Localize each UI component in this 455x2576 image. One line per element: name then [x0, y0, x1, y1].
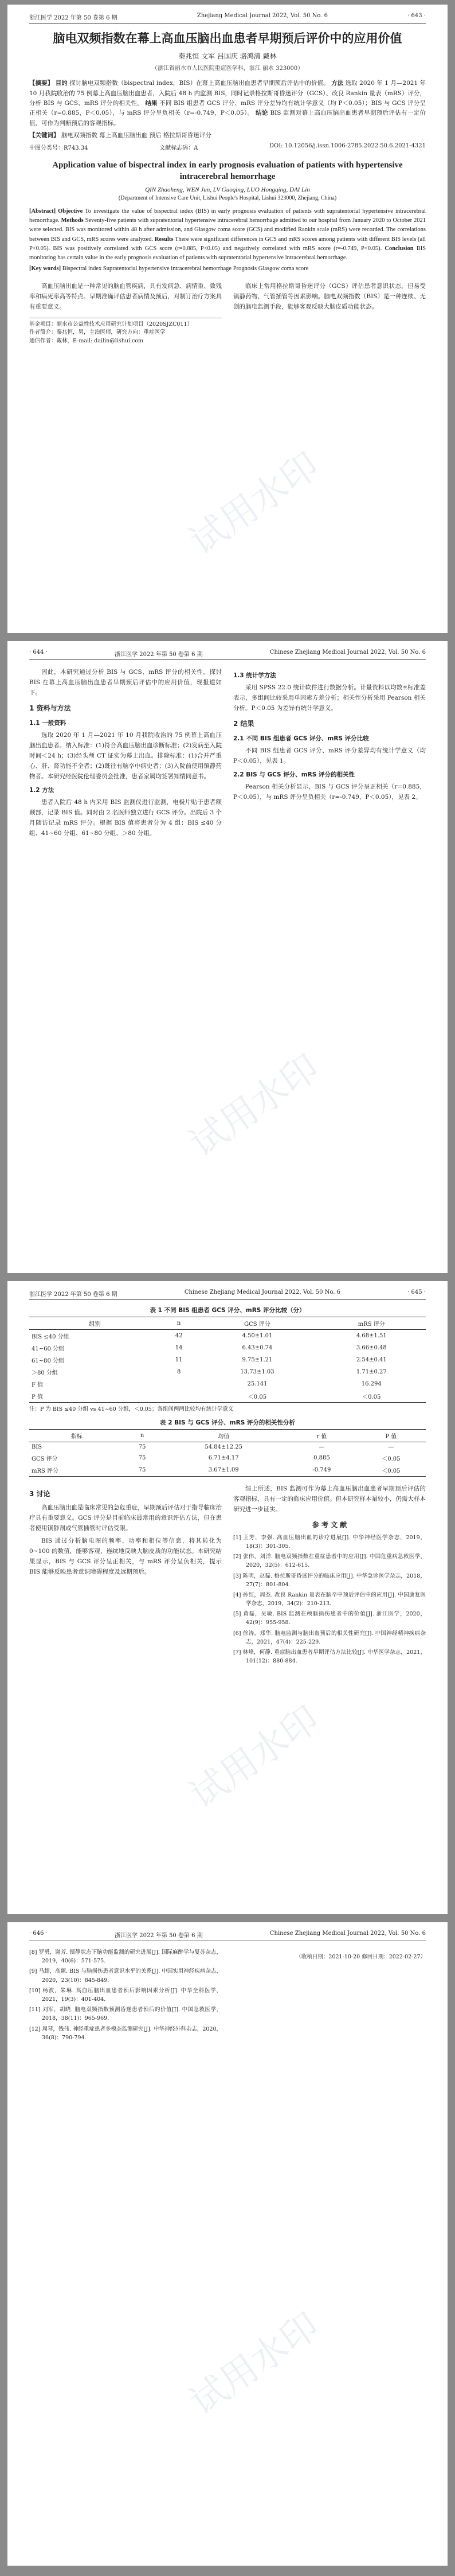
table-cell: 75 — [124, 1464, 160, 1477]
footnote-fund: 基金项目：丽水市公益性技术应用研究计划项目（2020SJZC011） — [29, 321, 193, 327]
journal-issue: 浙江医学 2022 年第 50 卷第 6 期 — [29, 1291, 117, 1298]
column-left — [29, 667, 222, 841]
table-row — [29, 1366, 426, 1378]
journal-issue: 浙江医学 2022 年第 50 卷第 6 期 — [115, 1933, 203, 1939]
article-meta — [29, 143, 426, 151]
table-header-cell: P 值 — [356, 1430, 426, 1442]
table-header-cell: mRS 评分 — [317, 1317, 426, 1330]
section-heading: 1 资料与方法 — [29, 704, 71, 713]
table-cell: 0.885 — [313, 1455, 330, 1461]
table-cell: 16.294 — [361, 1381, 382, 1387]
article-title-cn: 脑电双频指数在幕上高血压脑出血患者早期预后评价中的应用价值 — [53, 32, 402, 45]
table-2 — [29, 1429, 426, 1477]
table-cell: 4.50±1.01 — [242, 1333, 273, 1339]
table-1-note: 注：P 为 BIS ≤40 分组 vs 41~60 分组，＜0.05；各组间两两比较均有统计学意义 — [29, 1406, 234, 1412]
body-columns — [29, 1948, 426, 2044]
discussion-paragraph: 综上所述，BIS 监测可作为幕上高血压脑出血患者早期预后评估的客观指标，具有一定的临床应用价值。但本研究样本量较小，仍需大样本研究进一步证实。 — [233, 1485, 426, 1513]
keywords-en-text: Bispectral index Supratentorial hypertensive intracerebral hemorrhage Prognosis Glasgow coma score — [62, 266, 309, 272]
column-left — [29, 1484, 222, 1667]
table-header-cell: GCS 评分 — [197, 1317, 317, 1330]
reference-item: [7] 林峰，何静. 重症脑出血患者早期评估方法比较[J]. 中华医学杂志，2021，101(12)：880-884. — [233, 1649, 426, 1665]
authors-en: QIN Zhaoheng, WEN Jun, LV Guoqing, LUO Hongqing, DAI Lin — [145, 186, 310, 193]
watermark: 试用水印 — [182, 1047, 327, 1166]
conclusion-text: BIS 监测对幕上高血压脑出血患者早期预后评估有一定价值，可作为判断预后的客观指标。 — [29, 110, 426, 127]
body-paragraph: Pearson 相关分析显示，BIS 与 GCS 评分呈正相关（r=0.885，P＜0.05），与 mRS 评分呈负相关（r=-0.749，P＜0.05），见表 2。 — [233, 783, 426, 801]
table-cell: 3.66±0.48 — [356, 1345, 387, 1351]
discussion-paragraph: 高血压脑出血是临床常见的急危重症，早期预后评估对于指导临床治疗具有重要意义。GCS 评分是目前临床最常用的意识评估方法，但在患者使用镇静剂或气管插管时评估受限。 — [29, 1504, 222, 1532]
page-number: · 644 · — [29, 649, 48, 655]
abstract-label: 【摘要】 — [29, 80, 54, 87]
table-1-caption: 表 1 不同 BIS 组患者 GCS 评分、mRS 评分比较（分） — [150, 1307, 305, 1314]
journal-name-en: Chinese Zhejiang Medical Journal 2022, Vol. 50 No. 6 — [269, 649, 426, 655]
received-dates: （收稿日期：2021-10-20 修回日期：2022-02-27） — [296, 1954, 426, 1960]
table-cell: 11 — [175, 1357, 183, 1363]
subsection-heading: 1.3 统计学方法 — [233, 672, 276, 679]
body-paragraph: 选取 2020 年 1 月—2021 年 10 月我院收治的 75 例幕上高血压脑出血患者。纳入标准：(1)符合高血压脑出血诊断标准；(2)发病至入院时间＜24 h；(3)经头颅 CT 证实为幕上出血。排除标准：(1)合并严重心、肝、肾功能不全者；(2)既往有脑卒中病史者；(3)入院前使用镇静药物者。本研究经医院伦理委员会批准，患者家属均签署知情同意书。 — [29, 731, 222, 780]
table-cell: 1.71±0.27 — [356, 1369, 387, 1375]
table-cell: 8 — [176, 1369, 181, 1375]
clc-number: 中图分类号：R743.34 — [29, 145, 88, 152]
table-header-cell: 指标 — [29, 1430, 124, 1442]
running-header — [29, 649, 426, 660]
table-header-cell: 均值 — [160, 1430, 287, 1442]
intro-paragraph: 高血压脑出血是一种常见的脑血管疾病，具有发病急、病情重、致残率和病死率高等特点。早期准确评估患者病情及预后，对制订治疗方案具有重要意义。 — [29, 282, 222, 310]
journal-issue: 浙江医学 2022 年第 50 卷第 6 期 — [115, 651, 203, 658]
page-1 — [7, 5, 448, 633]
table-row — [29, 1390, 426, 1403]
column-right — [233, 1484, 426, 1667]
table-row — [29, 1342, 426, 1354]
methods-text: 选取 2020 年 1 月—2021 年 10 月我院收治的 75 例幕上高血压脑出血患者，入院后 48 h 内监测 BIS，同时记录格拉斯哥昏迷评分（GCS）、改良 Rankin 量表（mRS）评分，分析 BIS 与 GCS、mRS 评分的相关性。 — [29, 80, 426, 107]
table-header-cell: n — [124, 1430, 160, 1442]
table-cell: 9.75±1.21 — [242, 1357, 273, 1363]
discussion-paragraph: BIS 通过分析脑电图的频率、功率和相位等信息，将其转化为 0~100 的数值，能够客观、连续地反映大脑皮质的功能状态。本研究结果显示，BIS 与 GCS 评分呈正相关，与 mRS 评分呈负相关，提示 BIS 能够反映患者意识障碍程度及远期预后。 — [29, 1537, 222, 1575]
reference-item: [12] 周琴，钱伟. 神经重症患者多模态监测研究[J]. 中华神经外科杂志，2020，36(8)：790-794. — [29, 2025, 222, 2041]
abstract-en — [29, 207, 426, 263]
body-paragraph: 采用 SPSS 22.0 统计软件进行数据分析。计量资料以均数±标准差表示，多组间比较采用单因素方差分析；相关性分析采用 Pearson 相关分析。P＜0.05 为差异有统计学意义。 — [233, 684, 426, 712]
keywords-label: 【关键词】 — [29, 131, 60, 139]
journal-name-en: Chinese Zhejiang Medical Journal 2022, Vol. 50 No. 6 — [184, 1289, 340, 1295]
reference-item: [10] 杨波，朱琳. 高血压脑出血患者预后影响因素分析[J]. 中华全科医学，2021，19(3)：401-404. — [29, 1987, 222, 2003]
watermark: 试用水印 — [182, 2305, 327, 2424]
results-label: 结果 — [145, 99, 158, 107]
doc-code: 文献标志码：A — [159, 145, 198, 152]
reference-item: [3] 陈明，赵磊. 格拉斯哥昏迷评分的临床应用[J]. 中华急诊医学杂志，2018，27(7)：801-804. — [233, 1572, 426, 1588]
reference-item: [1] 王芳，李强. 高血压脑出血的诊疗进展[J]. 中华神经医学杂志，2019，18(3)：301-305. — [233, 1534, 426, 1549]
journal-name-en: Zhejiang Medical Journal 2022, Vol. 50 No. 6 — [197, 13, 328, 19]
page-4 — [7, 1922, 448, 2566]
subsection-heading: 1.2 方法 — [29, 787, 54, 794]
table-cell: 2.54±0.41 — [356, 1357, 387, 1363]
authors-cn: 秦兆恒 文军 吕国庆 骆鸿清 戴林 — [178, 52, 277, 61]
table-cell: mRS 评分 — [29, 1464, 124, 1477]
body-paragraph: 因此，本研究通过分析 BIS 与 GCS、mRS 评分的相关性，探讨 BIS 在幕上高血压脑出血患者早期预后评估中的应用价值，现报道如下。 — [29, 669, 222, 697]
table-cell: 25.141 — [247, 1381, 268, 1387]
table-cell: 61~80 分组 — [32, 1358, 65, 1364]
footnotes — [29, 318, 222, 346]
table-cell: ＜0.05 — [382, 1456, 401, 1462]
table-cell: 75 — [138, 1455, 146, 1461]
column-right — [233, 1948, 426, 2044]
results-en-label: Results — [154, 236, 174, 243]
table-cell: 6.43±0.74 — [242, 1345, 273, 1351]
table-1 — [29, 1317, 426, 1403]
section-heading: 2 结果 — [233, 720, 254, 728]
table-cell: ＞80 分组 — [32, 1370, 58, 1376]
conclusion-en-label: Conclusion — [385, 245, 414, 252]
table-cell: ＜0.05 — [317, 1390, 426, 1403]
table-cell: GCS 评分 — [32, 1456, 58, 1462]
table-cell: 75 — [138, 1444, 146, 1450]
table-cell: ＜0.05 — [356, 1464, 426, 1477]
table-row — [29, 1354, 426, 1366]
objective-text: 探讨脑电双频指数（bispectral index，BIS）在幕上高血压脑出血患者早期预后评估中的价值。 — [69, 80, 330, 87]
table-cell: 13.73±1.03 — [240, 1369, 274, 1375]
table-cell: BIS — [32, 1444, 42, 1450]
abstract-cn — [29, 79, 426, 128]
references-heading: 参 考 文 献 — [312, 1521, 347, 1529]
table-2-caption: 表 2 BIS 与 GCS 评分、mRS 评分的相关性分析 — [160, 1419, 295, 1426]
page-3 — [7, 1281, 448, 1914]
objective-en-label: Objective — [58, 208, 83, 214]
table-cell: 41~60 分组 — [32, 1346, 65, 1352]
column-right — [233, 281, 426, 346]
subsection-heading: 1.1 一般资料 — [29, 719, 66, 727]
reference-item: [2] 张伟，刘洋. 脑电双频指数在重症患者中的应用[J]. 中国危重病急救医学，2020，32(5)：612-615. — [233, 1554, 426, 1569]
intro-paragraph: 临床上常用格拉斯哥昏迷评分（GCS）评估患者意识状态，但易受镇静药物、气管插管等因素影响。脑电双频指数（BIS）是一种连续、无创的脑电监测手段，能够客观反映大脑皮质功能状态。 — [233, 282, 426, 310]
table-cell: ＜0.05 — [197, 1390, 317, 1403]
objective-label: 目的 — [55, 80, 68, 87]
table-cell: — — [319, 1444, 325, 1450]
affiliation-en: (Department of Intensive Care Unit, Lishui People's Hospital, Lishui 323000, Zhejiang, China) — [118, 194, 337, 201]
table-row — [29, 1464, 426, 1477]
keywords-cn — [29, 131, 426, 140]
table-cell: -0.749 — [287, 1464, 356, 1477]
running-header — [29, 13, 426, 24]
body-paragraph: 不同 BIS 组患者 GCS 评分、mRS 评分差异均有统计学意义（均 P＜0.05），见表 1。 — [233, 747, 426, 764]
footnote-author: 作者简介：秦兆恒，男，主治医师，研究方向：重症医学 — [29, 329, 166, 336]
table-cell: F 值 — [32, 1382, 44, 1388]
watermark: 试用水印 — [182, 444, 327, 564]
objective-en-text: To investigate the value of bispectral index (BIS) in early prognosis evaluation of patients with supratentorial hypertensive intracerebral hemorrhage. — [29, 208, 426, 224]
reference-item: [8] 罗勇，谢芳. 镇静状态下脑功能监测的研究进展[J]. 国际麻醉学与复苏杂志，2019，40(6)：571-575. — [29, 1949, 222, 1965]
page-2 — [7, 641, 448, 1273]
table-cell: BIS ≤40 分组 — [32, 1334, 69, 1340]
table-header-cell: 组别 — [29, 1317, 160, 1330]
table-cell: — — [388, 1444, 394, 1450]
running-header — [29, 1289, 426, 1300]
table-cell: 3.67±1.09 — [160, 1464, 287, 1477]
reference-item: [9] 马超，高颖. BIS 与脑损伤患者意识水平的关系[J]. 中国实用神经疾病杂志，2020，23(10)：845-849. — [29, 1968, 222, 1984]
table-cell — [160, 1378, 197, 1390]
body-columns — [29, 667, 426, 841]
keywords-en-label: [Key words] — [29, 266, 61, 272]
watermark: 试用水印 — [182, 1698, 327, 1817]
reference-item: [11] 刘军，胡晓. 脑电双频指数预测昏迷患者预后的价值[J]. 中国急救医学，2018，38(11)：965-969. — [29, 2007, 222, 2022]
methods-en-label: Methods — [61, 217, 84, 224]
page-number: · 645 · — [407, 1289, 426, 1295]
column-left — [29, 281, 222, 346]
subsection-heading: 2.1 不同 BIS 组患者 GCS 评分、mRS 评分比较 — [233, 735, 369, 742]
article-title-en: Application value of bispectral index in early prognosis evaluation of patients with hypertensive intracerebral hemorrhage — [52, 161, 403, 182]
results-en-text: There were significant differences in GCS and mRS scores among patients with different BIS levels (all P<0.05). BIS was positively correlated with GCS score (r=0.885, P<0.05) and negatively correlated with mRS score (r=-0.749, P<0.05). — [29, 236, 426, 252]
table-cell — [160, 1390, 197, 1403]
table-row — [29, 1452, 426, 1464]
page-number: · 646 · — [29, 1930, 48, 1937]
running-header — [29, 1930, 426, 1941]
column-right — [233, 667, 426, 841]
keywords-text: 脑电双频指数 幕上高血压脑出血 预后 格拉斯哥昏迷评分 — [61, 131, 211, 139]
references-list-continued — [29, 1948, 222, 2042]
table-header-cell: n — [160, 1317, 197, 1330]
results-text: 不同 BIS 组患者 GCS 评分、mRS 评分差异均有统计学意义（均 P＜0.05）；BIS 与 GCS 评分呈正相关（r=0.885，P＜0.05），与 mRS 评分呈负相关（r=-0.749，P＜0.05）。 — [29, 99, 426, 117]
methods-en-text: Seventy-five patients with supratentorial hypertensive intracerebral hemorrhage admitted to our hospital from January 2020 to October 2021 were selected. BIS was monitored within 48 h after admission, and Glasgow coma score (GCS) and modified Rankin scale (mRS) were recorded. The correlations between BIS and GCS, mRS scores were analyzed. — [29, 217, 426, 243]
journal-issue: 浙江医学 2022 年第 50 卷第 6 期 — [29, 15, 117, 21]
references-list — [233, 1533, 426, 1666]
table-cell: P 值 — [29, 1390, 160, 1403]
table-cell: 14 — [175, 1345, 183, 1351]
section-heading: 3 讨论 — [29, 1490, 50, 1498]
table-row — [29, 1330, 426, 1342]
column-left — [29, 1948, 222, 2044]
affiliation-cn: （浙江省丽水市人民医院重症医学科，浙江 丽水 323000） — [151, 65, 304, 72]
keywords-en — [29, 264, 426, 274]
table-header-cell: r 值 — [287, 1430, 356, 1442]
body-columns — [29, 1484, 426, 1667]
reference-item: [5] 黄磊，吴敏. BIS 监测在颅脑损伤患者中的价值[J]. 浙江医学，2020，42(9)：955-958. — [233, 1611, 426, 1626]
subsection-heading: 2.2 BIS 与 GCS 评分、mRS 评分的相关性 — [233, 771, 355, 778]
footnote-corresponding: 通信作者：戴林，E-mail: dailin@lishui.com — [29, 338, 144, 345]
conclusion-label: 结论 — [256, 110, 268, 117]
table-cell: 54.84±12.25 — [205, 1444, 243, 1450]
conclusion-en-text: BIS monitoring has certain value in the early prognosis evaluation of patients with supratentorial hypertensive intracerebral hemorrhage. — [29, 245, 426, 261]
table-cell: 4.68±1.51 — [356, 1333, 387, 1339]
abstract-en-label: [Abstract] — [29, 208, 56, 214]
methods-label: 方法 — [331, 80, 344, 87]
table-cell: 42 — [175, 1333, 183, 1339]
reference-item: [6] 徐涛，郑华. 脑电监测与脑出血预后的相关性研究[J]. 中国神经精神疾病杂志，2021，47(4)：225-229. — [233, 1630, 426, 1645]
body-paragraph: 患者入院后 48 h 内采用 BIS 监测仪进行监测，电极片贴于患者额颞部，记录 BIS 值。同时由 2 名医师独立进行 GCS 评分。出院后 3 个月随访记录 mRS 评分。根据 BIS 值将患者分为 4 组：BIS ≤40 分组、41~60 分组、61~80 分组、＞80 分组。 — [29, 799, 222, 837]
doi[interactable]: DOI: 10.12056/j.issn.1006-2785.2022.50.6.2021-4321 — [269, 143, 426, 150]
page-number: · 643 · — [407, 13, 426, 19]
table-row — [29, 1378, 426, 1390]
body-columns — [29, 281, 426, 346]
table-row — [29, 1442, 426, 1453]
journal-name-en: Chinese Zhejiang Medical Journal 2022, Vol. 50 No. 6 — [269, 1930, 426, 1937]
reference-item: [4] 孙红，周杰. 改良 Rankin 量表在脑卒中预后评估中的应用[J]. 中国康复医学杂志，2019，34(2)：210-213. — [233, 1591, 426, 1607]
table-cell: 6.71±4.17 — [208, 1455, 239, 1461]
